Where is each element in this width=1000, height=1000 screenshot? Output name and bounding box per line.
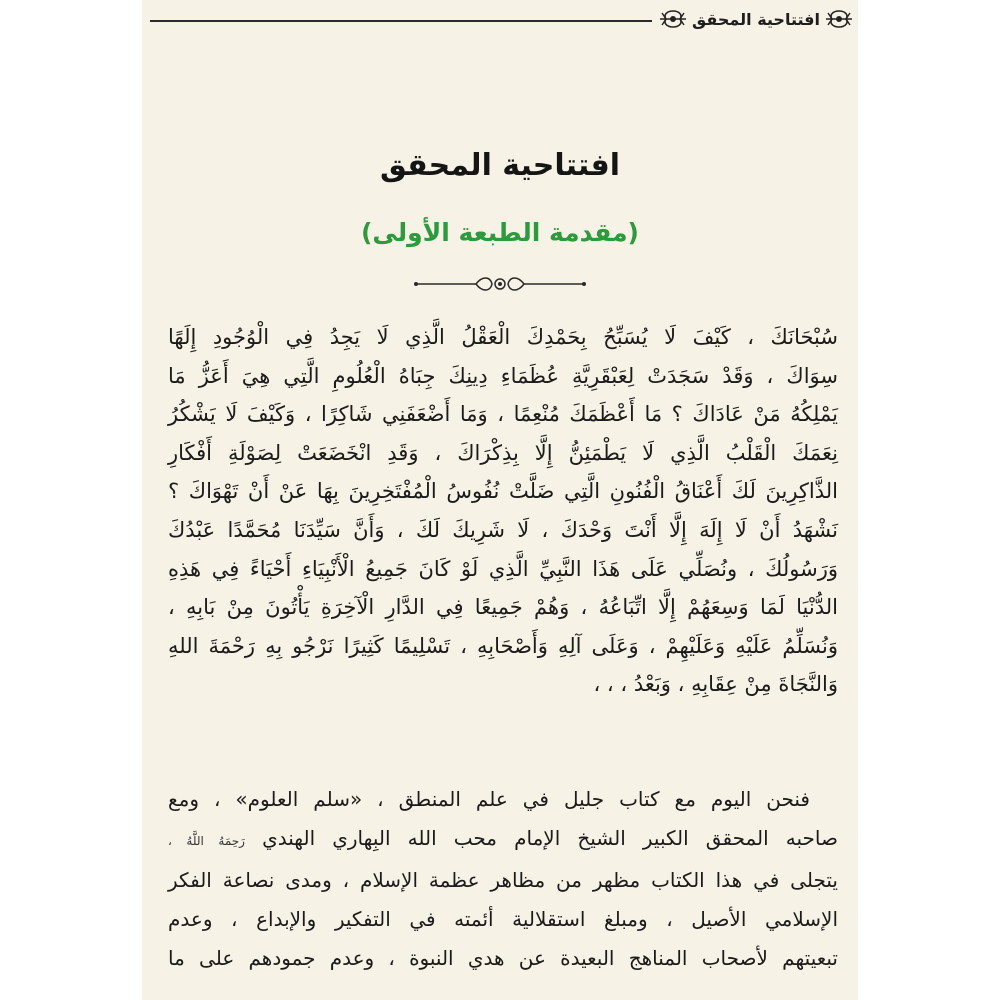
ornamental-divider-icon — [412, 272, 588, 296]
page-subtitle: (مقدمة الطبعة الأولى) — [360, 218, 639, 247]
text-line: نِعَمَكَ الْقَلْبُ الَّذِي لَا يَطْمَئِنُّ إِلَّا بِذِكْرَاكَ ، وَقَدِ انْخَضَعَتْ لِصَوْلَةِ أَفْكَارِ — [168, 440, 838, 465]
page-title: افتتاحية المحقق — [379, 148, 621, 183]
text-line-content: صاحبه المحقق الكبير الشيخ الإمام محب الله البِهاري الهندي — [262, 826, 839, 850]
body-paragraph — [168, 780, 838, 978]
header-ornament-group — [652, 8, 858, 30]
text-line: الإسلامي الأصيل ، ومبلغ استقلالية أئمته في التفكير والإبداع ، وعدم — [168, 907, 838, 931]
text-line: الدُّنْيَا لَمَا وَسِعَهُمْ إِلَّا اتِّبَاعُهُ ، وَهُمْ جَمِيعًا فِي الدَّارِ الْآخِرَةِ يَأْتُونَ مِنْ بَابِهِ ، — [168, 595, 838, 620]
text-line: وَرَسُولُكَ ، ونُصَلِّي عَلَى هَذَا النَّبِيِّ الَّذِي لَوْ كَانَ جَمِيعُ الْأَنْبِيَاءِ أَحْيَاءً فِي هَذِهِ — [168, 556, 838, 581]
running-header — [142, 8, 858, 30]
text-line: سُبْحَانَكَ ، كَيْفَ لَا يُسَبِّحُ بِحَمْدِكَ الْعَقْلُ الَّذِي لَا يَجِدُ فِي الْوُجُودِ إِلَهًا — [168, 325, 838, 349]
opening-invocation — [168, 318, 838, 704]
text-line: يتجلى في هذا الكتاب مظهر من مظاهر عظمة الإسلام ، ومدى نصاعة الفكر — [168, 868, 838, 892]
book-page — [142, 0, 858, 1000]
text-line: وَالنَّجَاةَ مِنْ عِقَابِهِ ، وَبَعْدُ ، ، ، — [593, 672, 838, 697]
ornament-left-icon — [658, 9, 688, 29]
text-line: نَشْهَدُ أَنْ لَا إِلَهَ إِلَّا أَنْتَ وَحْدَكَ ، لَا شَرِيكَ لَكَ ، وَأَنَّ سَيِّدَنَا مُحَمَّدًا عَبْدُكَ — [168, 517, 838, 542]
text-line: يَمْلِكُهُ مَنْ عَادَاكَ ؟ مَا أَعْظَمَكَ مُنْعِمًا ، وَمَا أَضْعَفَنِي شَاكِرًا ، وَكَيْفَ لَا يَشْكُرُ — [168, 402, 838, 427]
running-title: افتتاحية المحقق — [691, 9, 820, 29]
ornament-right-icon — [824, 9, 854, 29]
text-line: فنحن اليوم مع كتاب جليل في علم المنطق ، «سلم العلوم» ، ومع — [168, 787, 810, 811]
text-line: الذَّاكِرِينَ لَكَ أَعْنَاقُ الْفُنُونِ الَّتِي ضَلَّتْ نُفُوسُ الْمُفْتَخِرِينَ بِهَا عَنْ أَنْ تَهْوَاكَ ؟ — [168, 479, 838, 504]
honorific-phrase: رَحِمَهُ اللَّهُ ، — [168, 834, 245, 848]
text-line — [168, 819, 838, 861]
text-line: سِوَاكَ ، وَقَدْ سَجَدَتْ لِعَبْقَرِيَّةِ عُظَمَاءِ دِينِكَ جِبَاهُ الْعُلُومِ الَّتِي هِيَ أَعَزُّ مَا — [168, 363, 838, 388]
text-line: وَنُسَلِّمُ عَلَيْهِ وَعَلَيْهِمْ ، وَعَلَى آلِهِ وَأَصْحَابِهِ ، تَسْلِيمًا كَثِيرًا نَرْجُو بِهِ رَحْمَةَ اللهِ — [168, 633, 838, 658]
text-line: تبعيتهم لأصحاب المناهج البعيدة عن هدي النبوة ، وعدم جمودهم على ما — [168, 946, 838, 970]
